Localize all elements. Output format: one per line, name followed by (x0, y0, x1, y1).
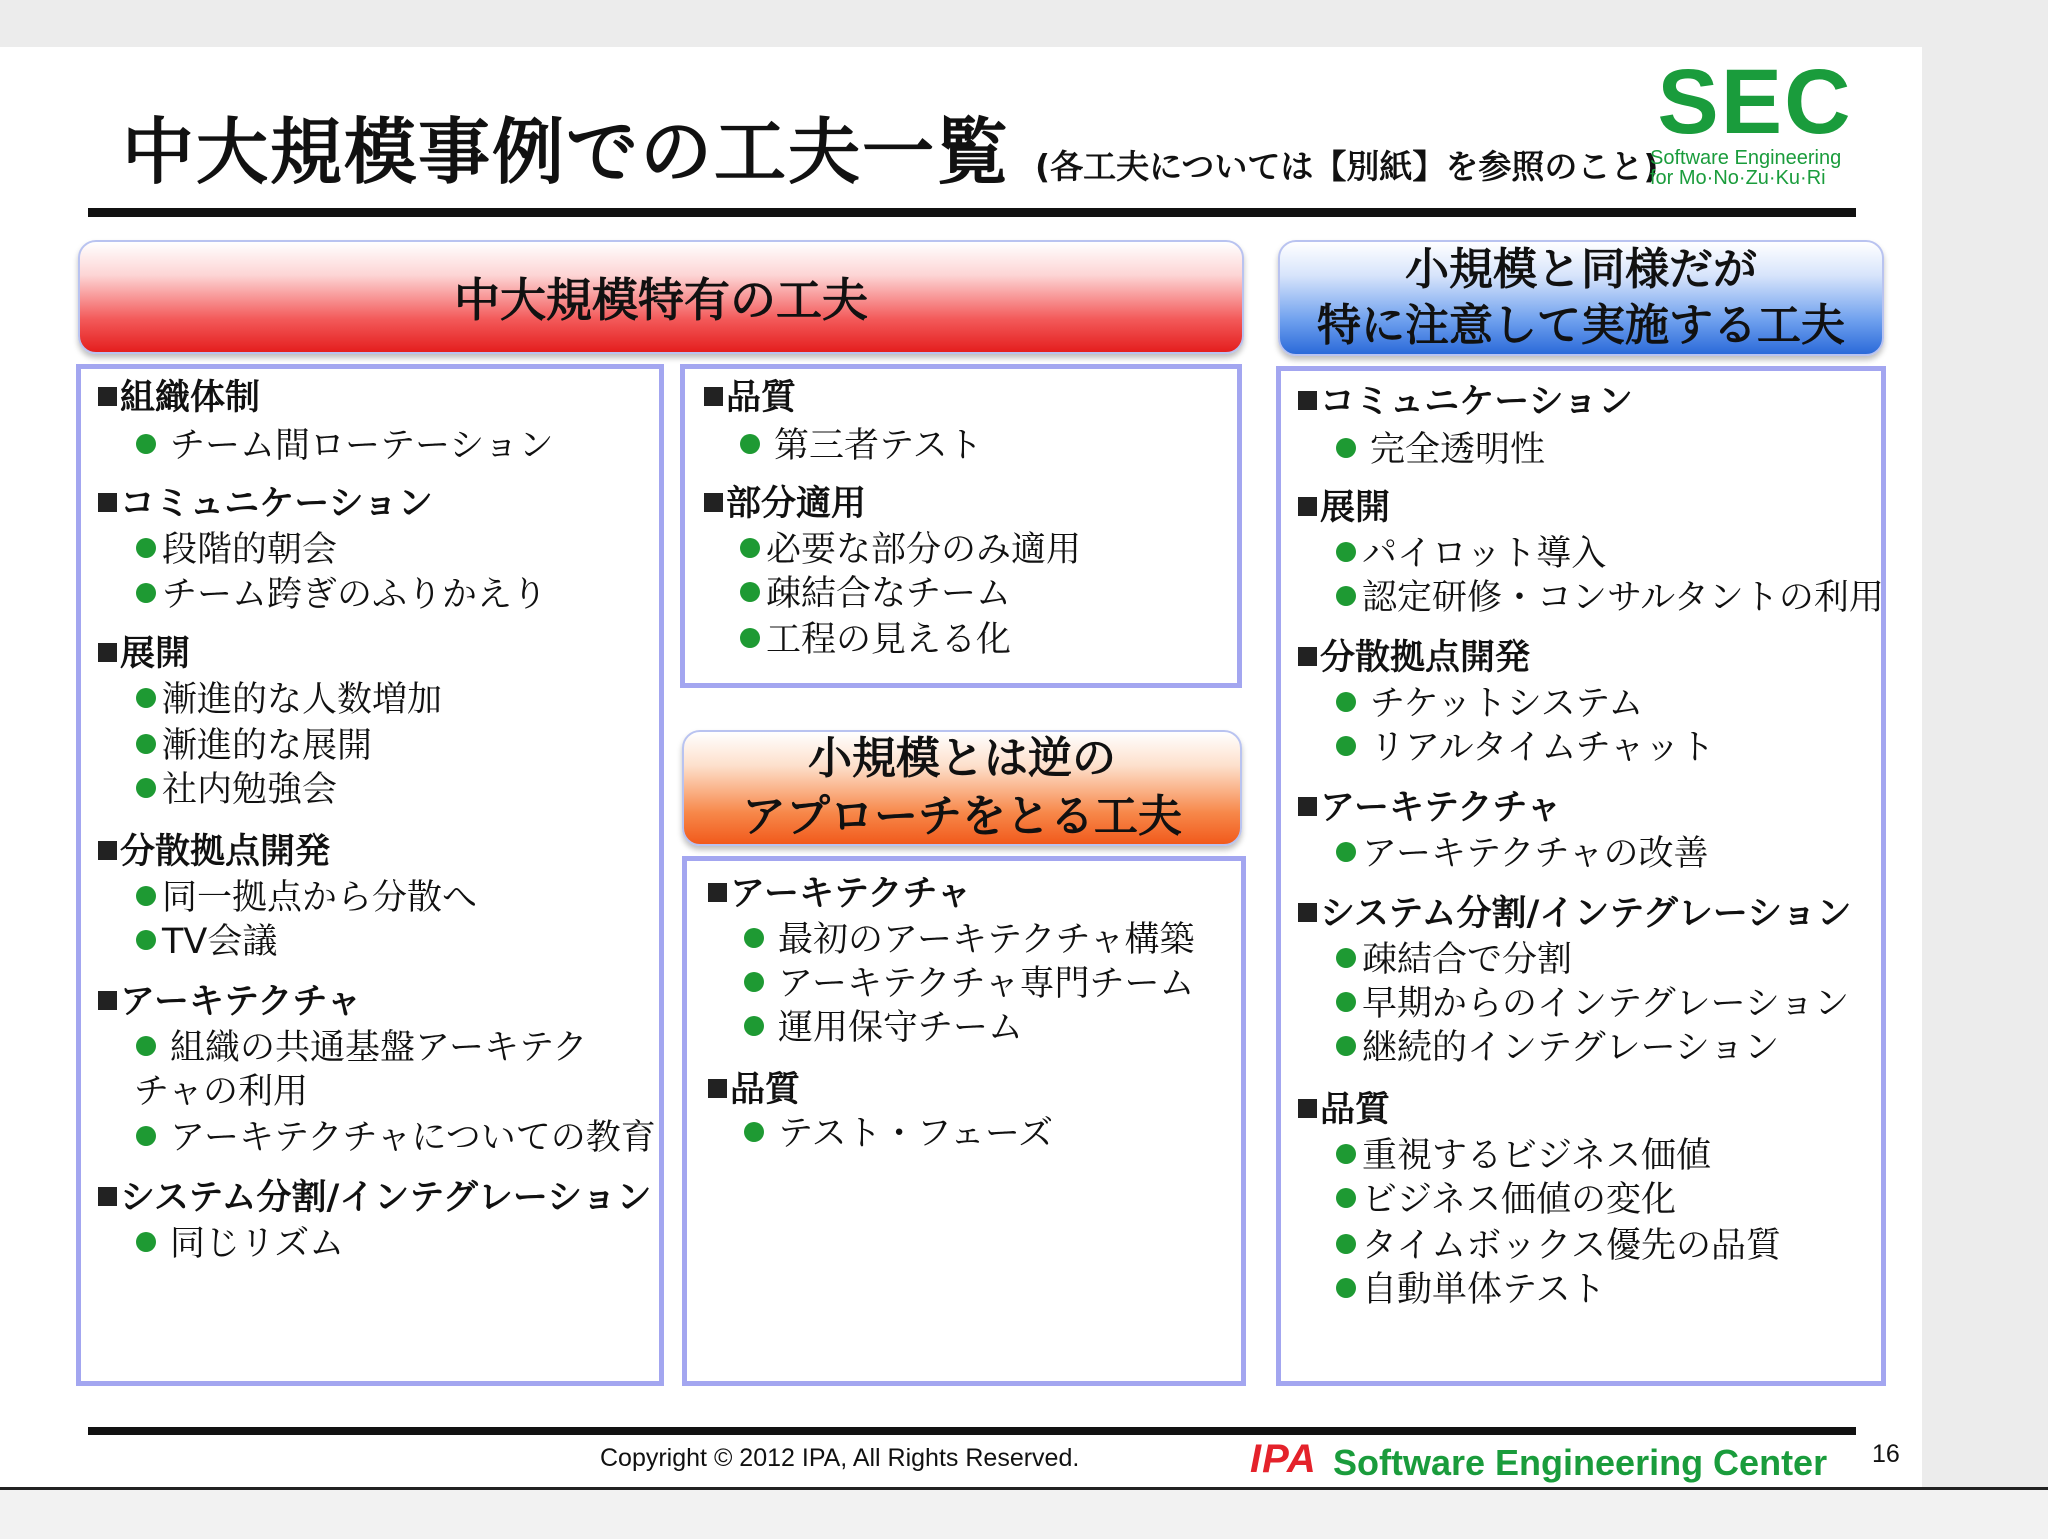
category-heading: システム分割/インテグレーション (1298, 886, 1852, 936)
viewer-margin (1922, 47, 2048, 1487)
bullet-icon (1336, 736, 1356, 756)
bullet-icon (1336, 1036, 1356, 1056)
square-bullet-icon (98, 643, 117, 662)
sec-logo (1650, 51, 1860, 189)
bullet-icon (1336, 692, 1356, 712)
bullet-icon (740, 628, 760, 648)
category-heading: 品質 (704, 370, 796, 420)
slide-subtitle: (各工夫については【別紙】を参照のこと) (1035, 147, 1659, 186)
list-item: ビジネス価値の変化 (1336, 1172, 1676, 1222)
category-heading: アーキテクチャ (1298, 780, 1562, 830)
square-bullet-icon (98, 991, 117, 1010)
header-large-scale-specific (78, 240, 1244, 354)
square-bullet-icon (98, 493, 117, 512)
square-bullet-icon (1298, 1099, 1317, 1118)
list-item: 同じリズム (136, 1216, 344, 1266)
list-item: アーキテクチャの改善 (1336, 826, 1709, 876)
bullet-icon (1336, 586, 1356, 606)
list-item: 漸進的な人数増加 (136, 672, 442, 722)
bullet-icon (136, 1036, 156, 1056)
square-bullet-icon (708, 1079, 727, 1098)
list-item: タイムボックス優先の品質 (1336, 1218, 1781, 1268)
list-item: 段階的朝会 (136, 522, 337, 572)
bullet-icon (136, 734, 156, 754)
category-heading: コミュニケーション (98, 476, 433, 526)
square-bullet-icon (98, 1187, 117, 1206)
header-same-as-small (1278, 240, 1884, 356)
square-bullet-icon (704, 493, 723, 512)
bullet-icon (136, 778, 156, 798)
bullet-icon (744, 928, 764, 948)
bullet-icon (1336, 438, 1356, 458)
bullet-icon (136, 688, 156, 708)
list-item: パイロット導入 (1336, 526, 1606, 576)
square-bullet-icon (1298, 903, 1317, 922)
square-bullet-icon (98, 841, 117, 860)
square-bullet-icon (98, 387, 117, 406)
page-number: 16 (1872, 1440, 1900, 1468)
list-item: 社内勉強会 (136, 762, 337, 812)
slide-title: 中大規模事例での工夫一覧 (122, 110, 1011, 194)
square-bullet-icon (704, 387, 723, 406)
bullet-icon (1336, 948, 1356, 968)
list-item: 自動単体テスト (1336, 1262, 1606, 1312)
list-item: 漸進的な展開 (136, 718, 372, 768)
square-bullet-icon (1298, 797, 1317, 816)
bullet-icon (740, 434, 760, 454)
title-rule (88, 208, 1856, 217)
square-bullet-icon (1298, 391, 1317, 410)
list-item: リアルタイムチャット (1336, 720, 1715, 770)
list-item: 重視するビジネス価値 (1336, 1128, 1711, 1178)
list-item: 必要な部分のみ適用 (740, 522, 1081, 572)
bullet-icon (1336, 542, 1356, 562)
bullet-icon (136, 583, 156, 603)
sec-logo-text: SEC (1657, 51, 1853, 153)
bullet-icon (1336, 1144, 1356, 1164)
category-heading: 展開 (1298, 480, 1390, 530)
list-item: 組織の共通基盤アーキテク (136, 1020, 588, 1070)
list-item: 認定研修・コンサルタントの利用 (1336, 570, 1884, 620)
category-heading: 組織体制 (98, 370, 260, 420)
bullet-icon (744, 1016, 764, 1036)
bullet-icon (136, 434, 156, 454)
category-heading: アーキテクチャ (98, 974, 362, 1024)
copyright-text: Copyright © 2012 IPA, All Rights Reserved. (600, 1444, 1080, 1472)
viewer-bottom-strip (0, 1487, 2048, 1539)
bullet-icon (1336, 1188, 1356, 1208)
bullet-icon (744, 1122, 764, 1142)
ipa-logo: IPA (1250, 1437, 1317, 1481)
list-item: チケットシステム (1336, 676, 1643, 726)
list-item: 継続的インテグレーション (1336, 1020, 1779, 1070)
list-item: 疎結合で分割 (1336, 932, 1572, 982)
bullet-icon (136, 538, 156, 558)
category-heading: 品質 (708, 1062, 800, 1112)
bullet-icon (1336, 992, 1356, 1012)
bullet-icon (1336, 842, 1356, 862)
bullet-icon (136, 886, 156, 906)
bullet-icon (136, 930, 156, 950)
list-item: アーキテクチャ専門チーム (744, 956, 1195, 1006)
bullet-icon (136, 1126, 156, 1146)
list-item: 第三者テスト (740, 418, 983, 468)
list-item: 疎結合なチーム (740, 566, 1011, 616)
list-item: TV会議 (136, 914, 277, 964)
sec-center-name: Software Engineering Center (1333, 1442, 1828, 1483)
category-heading: 品質 (1298, 1082, 1390, 1132)
header-orange-line2: アプローチをとる工夫 (742, 791, 1182, 842)
category-heading: 展開 (98, 626, 190, 676)
list-item: アーキテクチャについての教育 (136, 1110, 656, 1160)
category-heading: コミュニケーション (1298, 374, 1633, 424)
bullet-icon (1336, 1278, 1356, 1298)
square-bullet-icon (1298, 647, 1317, 666)
list-item: 早期からのインテグレーション (1336, 976, 1849, 1026)
bullet-icon (744, 972, 764, 992)
category-heading: 分散拠点開発 (1298, 630, 1530, 680)
list-item: テスト・フェーズ (744, 1106, 1053, 1156)
list-item: 工程の見える化 (740, 612, 1011, 662)
sec-logo-line1: Software Engineering (1650, 147, 1842, 169)
list-item: 運用保守チーム (744, 1000, 1023, 1050)
category-heading: 分散拠点開発 (98, 824, 330, 874)
list-item: 同一拠点から分散へ (136, 870, 477, 920)
footer-rule (88, 1427, 1856, 1435)
bullet-icon (740, 538, 760, 558)
square-bullet-icon (708, 883, 727, 902)
category-heading: アーキテクチャ (708, 866, 972, 916)
category-heading: システム分割/インテグレーション (98, 1170, 652, 1220)
bullet-icon (136, 1232, 156, 1252)
list-item: 最初のアーキテクチャ構築 (744, 912, 1195, 962)
header-blue-line2: 特に注意して実施する工夫 (1317, 300, 1845, 351)
bullet-icon (740, 582, 760, 602)
header-blue-line1: 小規模と同様だが (1405, 244, 1757, 295)
sec-logo-line2: for Mo·No·Zu·Ku·Ri (1650, 167, 1826, 189)
square-bullet-icon (1298, 497, 1317, 516)
list-item-continuation: チャの利用 (134, 1072, 308, 1112)
bullet-icon (1336, 1234, 1356, 1254)
list-item: チーム跨ぎのふりかえり (136, 567, 547, 617)
list-item: チーム間ローテーション (136, 418, 554, 468)
list-item: 完全透明性 (1336, 422, 1545, 472)
header-reverse-approach (682, 730, 1242, 846)
header-red-label: 中大規模特有の工夫 (454, 273, 868, 327)
category-heading: 部分適用 (704, 476, 866, 526)
header-orange-line1: 小規模とは逆の (808, 733, 1116, 784)
